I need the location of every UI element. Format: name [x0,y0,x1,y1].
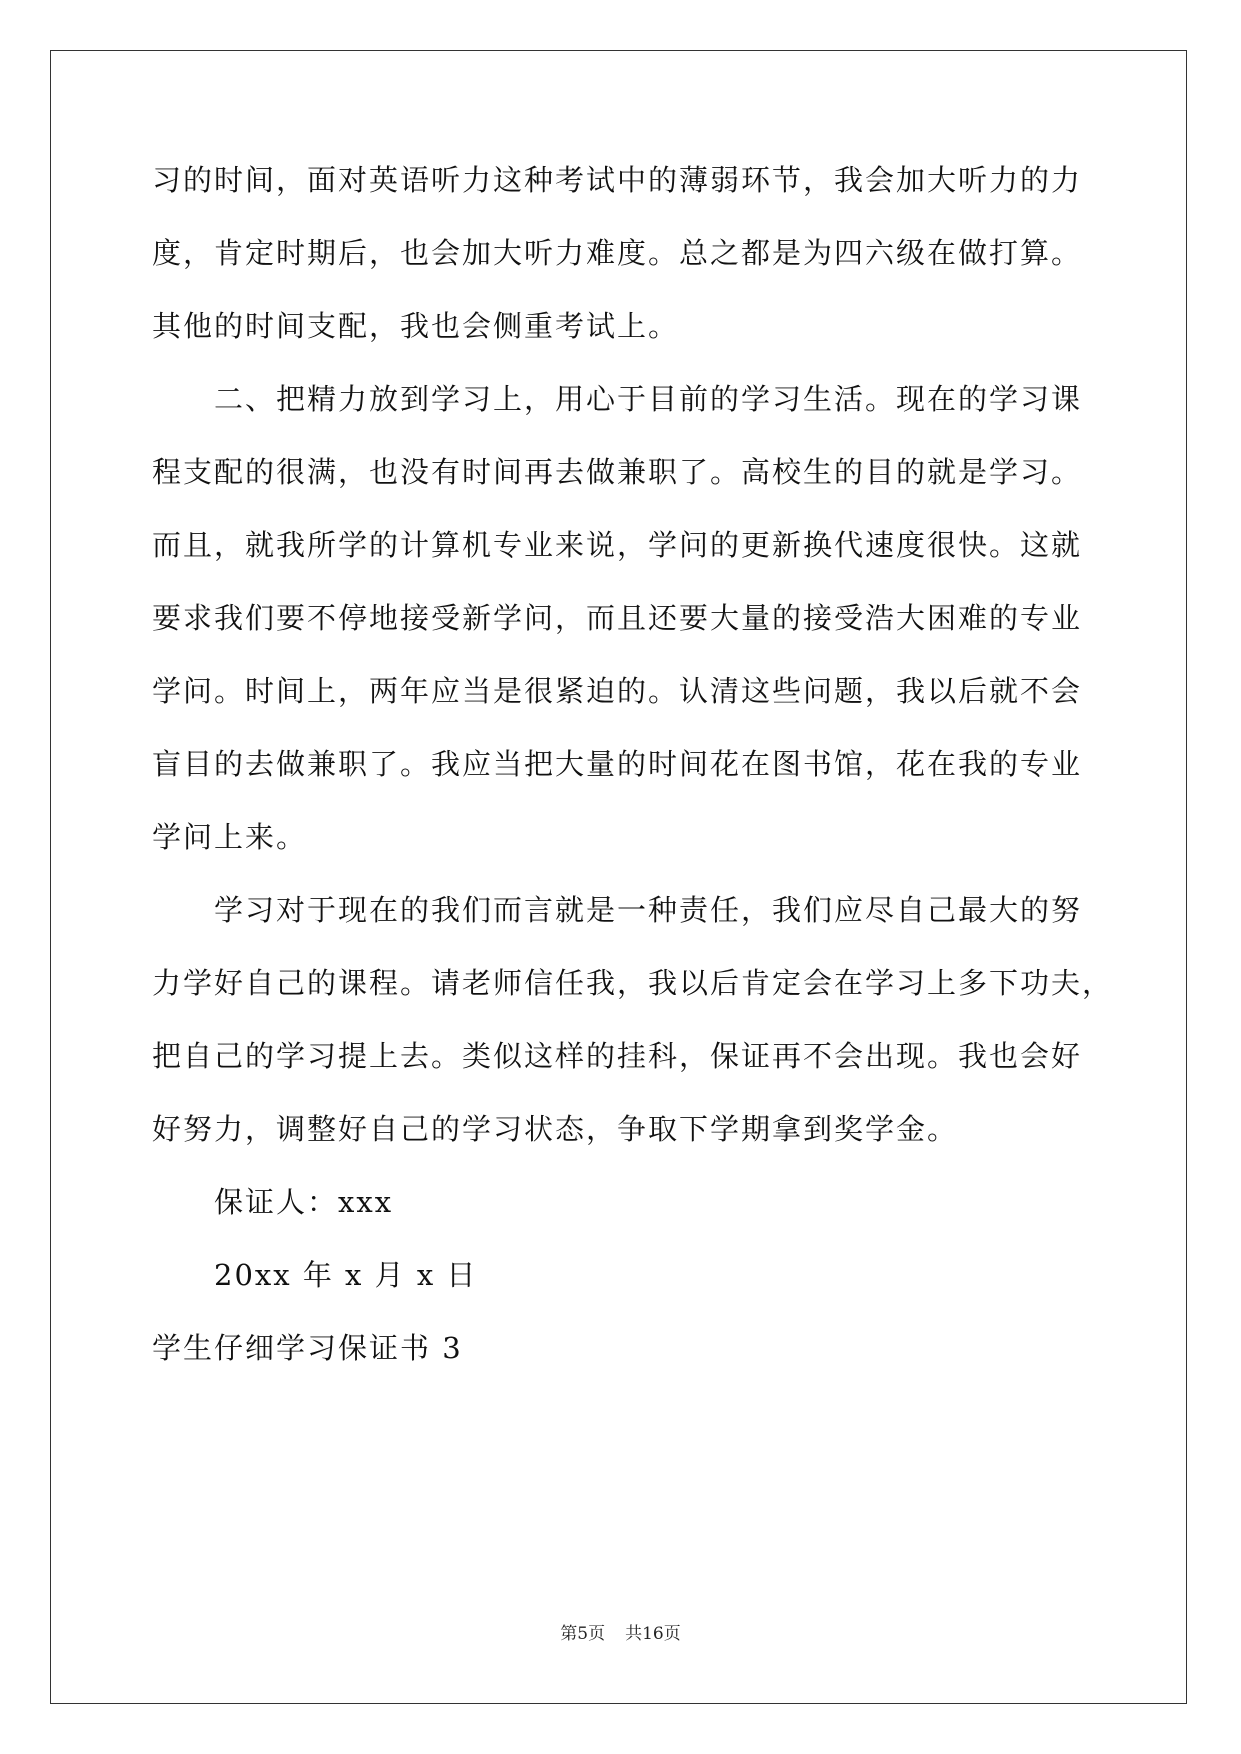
signature-line: 保证人：xxx [214,1185,394,1219]
section-title: 学生仔细学习保证书 3 [152,1331,463,1365]
text-line-9: 盲目的去做兼职了。我应当把大量的时间花在图书馆，花在我的专业 [152,747,1083,781]
text-line-11: 学习对于现在的我们而言就是一种责任，我们应尽自己最大的努 [214,893,1083,927]
text-line-3: 其他的时间支配，我也会侧重考试上。 [152,309,680,343]
text-line-10: 学问上来。 [152,820,308,854]
text-line-7: 要求我们要不停地接受新学问，而且还要大量的接受浩大困难的专业 [152,601,1083,635]
text-line-4: 二、把精力放到学习上，用心于目前的学习生活。现在的学习课 [214,382,1083,416]
text-line-8: 学问。时间上，两年应当是很紧迫的。认清这些问题，我以后就不会 [152,674,1083,708]
text-line-5: 程支配的很满，也没有时间再去做兼职了。高校生的目的就是学习。 [152,455,1083,489]
text-line-6: 而且，就我所学的计算机专业来说，学问的更新换代速度很快。这就 [152,528,1083,562]
page-footer [0,1622,1241,1646]
text-line-1: 习的时间，面对英语听力这种考试中的薄弱环节，我会加大听力的力 [152,163,1083,197]
page-number-total: 共16页 [625,1624,681,1644]
page-number-current: 第5页 [560,1624,606,1644]
text-line-2: 度，肯定时期后，也会加大听力难度。总之都是为四六级在做打算。 [152,236,1083,270]
text-line-14: 好努力，调整好自己的学习状态，争取下学期拿到奖学金。 [152,1112,959,1146]
date-line: 20xx 年 x 月 x 日 [214,1258,478,1292]
page-border [50,50,1187,1704]
text-line-13: 把自己的学习提上去。类似这样的挂科，保证再不会出现。我也会好 [152,1039,1083,1073]
text-line-12: 力学好自己的课程。请老师信任我，我以后肯定会在学习上多下功夫， [152,966,1114,1000]
